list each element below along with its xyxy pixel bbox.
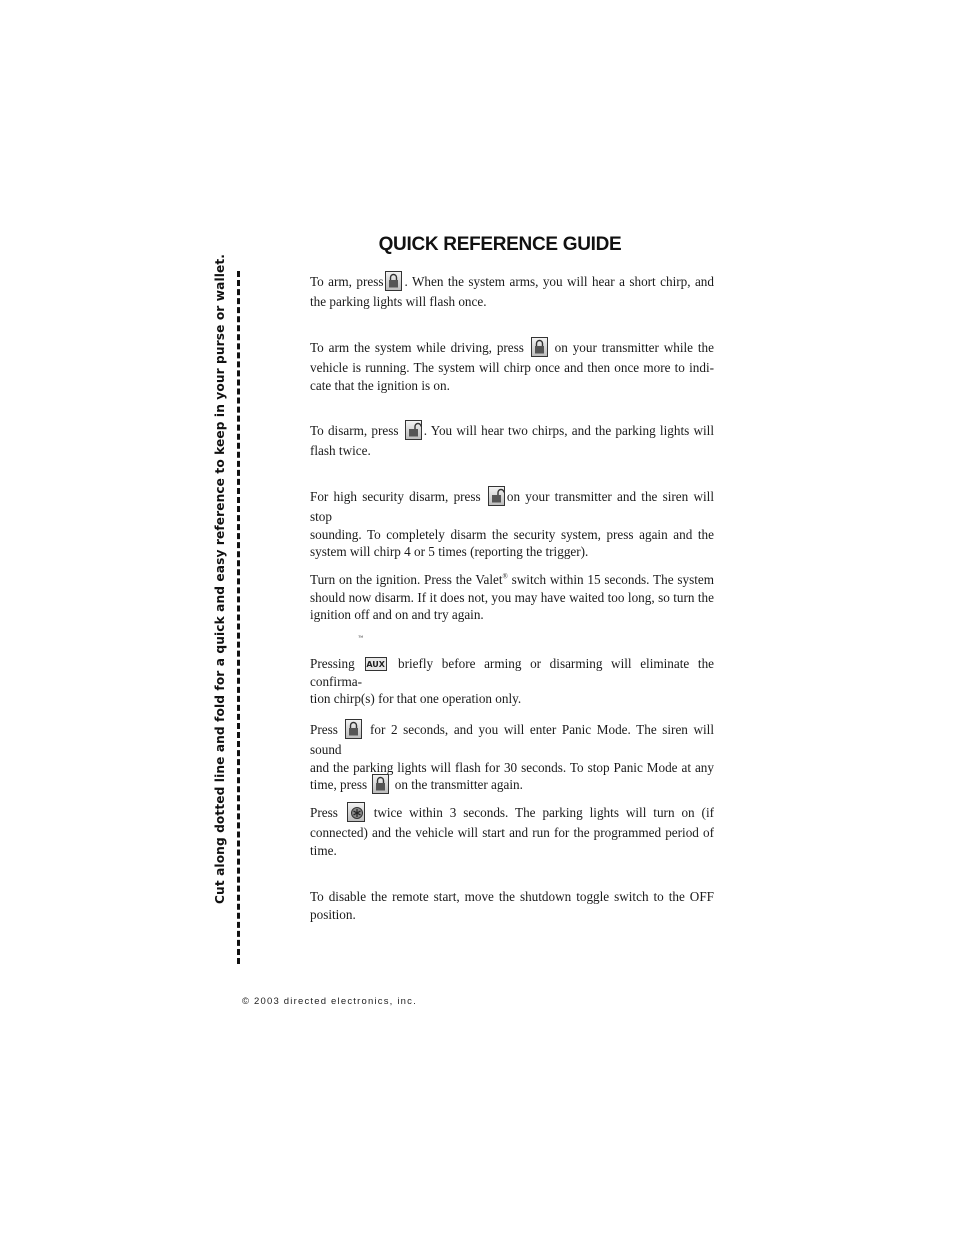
unlock-icon — [405, 420, 422, 440]
disable-paragraph — [310, 888, 714, 923]
copyright-footer: © 2003 directed electronics, inc. — [242, 996, 417, 1007]
disable-line-1: To disable the remote start, move the shutdown toggle switch to the OFF — [310, 889, 714, 904]
valet-line-1: Turn on the ignition. Press the Valet® switch within 15 seconds. The system — [310, 572, 714, 587]
aux-line-1: Pressing AUX briefly before arming or disarming will eliminate the confirma- — [310, 656, 715, 689]
page-title: QUICK REFERENCE GUIDE — [378, 234, 622, 255]
arm-driving-line-2: vehicle is running. The system will chirp once and then once more to indi- — [310, 360, 714, 375]
aux-paragraph — [310, 655, 714, 708]
remote-start-line-3: time. — [310, 842, 337, 858]
lock-icon — [531, 337, 548, 357]
lock-icon — [372, 774, 389, 794]
panic-paragraph — [310, 721, 714, 796]
high-security-line-2: sounding. To completely disarm the security system, press again and the — [310, 526, 714, 542]
panic-line-2: and the parking lights will flash for 30 seconds. To stop Panic Mode at any — [310, 759, 714, 775]
arm-driving-paragraph — [310, 339, 714, 394]
high-security-line-3: system will chirp 4 or 5 times (reporting the trigger). — [310, 544, 589, 559]
remote-start-line-1: Press twice within 3 seconds. The parking lights will turn on (if — [310, 804, 714, 824]
valet-line-3: ignition off and on and try again. — [310, 607, 484, 622]
cut-instruction: Cut along dotted line and fold for a quick and easy reference to keep in your purse or wallet. — [213, 253, 227, 904]
panic-line-1: Press for 2 seconds, and you will enter Panic Mode. The siren will sound — [310, 721, 714, 759]
high-security-paragraph — [310, 488, 714, 561]
trademark-mark: ™ — [358, 636, 363, 641]
high-security-line-1: For high security disarm, press on your transmitter and the siren will stop — [310, 488, 714, 526]
cut-line — [237, 271, 240, 964]
panic-line-3: time, press on the transmitter again. — [310, 776, 714, 796]
remote-start-paragraph — [310, 804, 714, 859]
disable-line-2: position. — [310, 906, 356, 922]
valet-paragraph — [310, 571, 714, 624]
star-icon — [347, 802, 365, 822]
arm-paragraph — [310, 273, 714, 311]
valet-line-2: should now disarm. If it does not, you may have waited too long, so turn the — [310, 589, 714, 605]
disarm-line-1: To disarm, press . You will hear two chirps, and the parking lights will — [310, 422, 714, 442]
arm-line-2: the parking lights will flash once. — [310, 294, 487, 309]
arm-line-1: To arm, press . When the system arms, you will hear a short chirp, and — [310, 273, 714, 293]
disarm-line-2: flash twice. — [310, 443, 371, 458]
lock-icon — [385, 271, 402, 291]
lock-icon — [345, 719, 362, 739]
arm-driving-line-3: cate that the ignition is on. — [310, 377, 450, 393]
remote-start-line-2: connected) and the vehicle will start and run for the programmed period of — [310, 825, 714, 840]
disarm-paragraph — [310, 422, 714, 460]
aux-line-2: tion chirp(s) for that one operation only. — [310, 691, 522, 706]
aux-button-icon: AUX — [365, 657, 387, 671]
arm-driving-line-1: To arm the system while driving, press on your transmitter while the — [310, 339, 714, 359]
unlock-icon — [488, 486, 505, 506]
